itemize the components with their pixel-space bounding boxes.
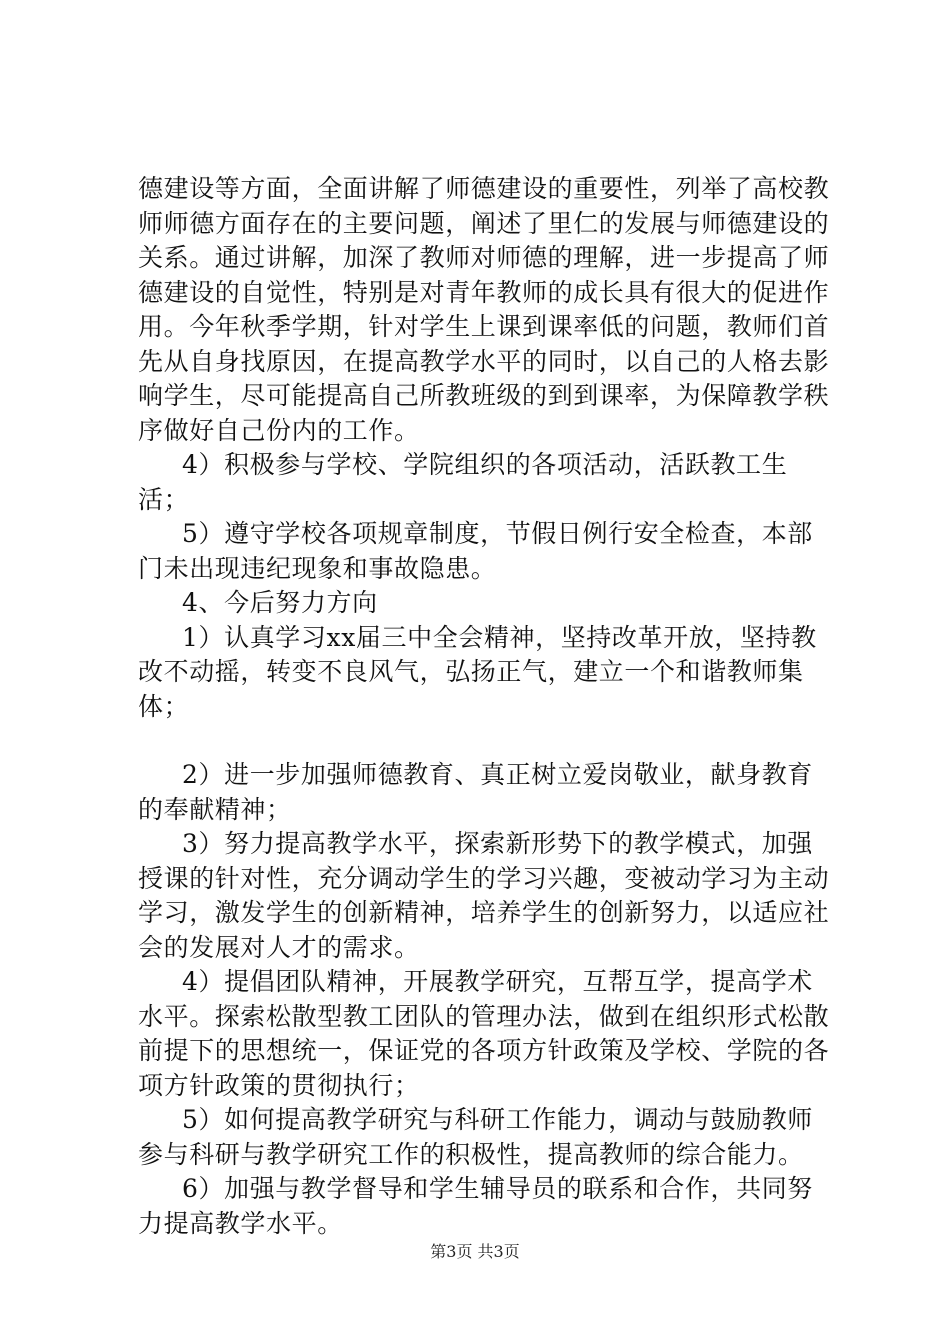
paragraph-gap [138, 724, 838, 758]
section-heading-future-direction: 4、今后努力方向 [182, 588, 378, 617]
paragraph-future-item-5: 5）如何提高教学研究与科研工作能力，调动与鼓励教师参与科研与教学研究工作的积极性，提高教师的综合能力。 [138, 1105, 813, 1169]
paragraph-future-item-6: 6）加强与教学督导和学生辅导员的联系和合作，共同努力提高教学水平。 [138, 1174, 813, 1238]
paragraph-future-item-1: 1）认真学习xx届三中全会精神，坚持改革开放，坚持教改不动摇，转变不良风气，弘扬正气，建立一个和谐教师集体； [138, 622, 817, 721]
paragraph-continuation: 德建设等方面，全面讲解了师德建设的重要性，列举了高校教师师德方面存在的主要问题，阐述了里仁的发展与师德建设的关系。通过讲解，加深了教师对师德的理解，进一步提高了师德建设的自觉性，特别是对青年教师的成长具有很大的促进作用。今年秋季学期，针对学生上课到课率低的问题，教师们首先从自身找原因，在提高教学水平的同时，以自己的人格去影响学生，尽可能提高自己所教班级的到到课率，为保障教学秩序做好自己份内的工作。 [138, 174, 830, 445]
paragraph-future-item-4: 4）提倡团队精神，开展教学研究，互帮互学，提高学术水平。探索松散型教工团队的管理办法，做到在组织形式松散前提下的思想统一，保证党的各项方针政策及学校、学院的各项方针政策的贯彻执行； [138, 967, 830, 1100]
paragraph-item-5-rules: 5）遵守学校各项规章制度，节假日例行安全检查，本部门未出现违纪现象和事故隐患。 [138, 519, 813, 583]
paragraph-future-item-2: 2）进一步加强师德教育、真正树立爱岗敬业，献身教育的奉献精神； [138, 760, 813, 824]
page-number-footer: 第3页 共3页 [430, 1242, 520, 1261]
paragraph-item-4-activities: 4）积极参与学校、学院组织的各项活动，活跃教工生活； [138, 450, 788, 514]
paragraph-future-item-3: 3）努力提高教学水平，探索新形势下的教学模式，加强授课的针对性，充分调动学生的学习兴趣，变被动学习为主动学习，激发学生的创新精神，培养学生的创新努力，以适应社会的发展对人才的需求。 [138, 829, 830, 962]
document-body [138, 172, 838, 1241]
